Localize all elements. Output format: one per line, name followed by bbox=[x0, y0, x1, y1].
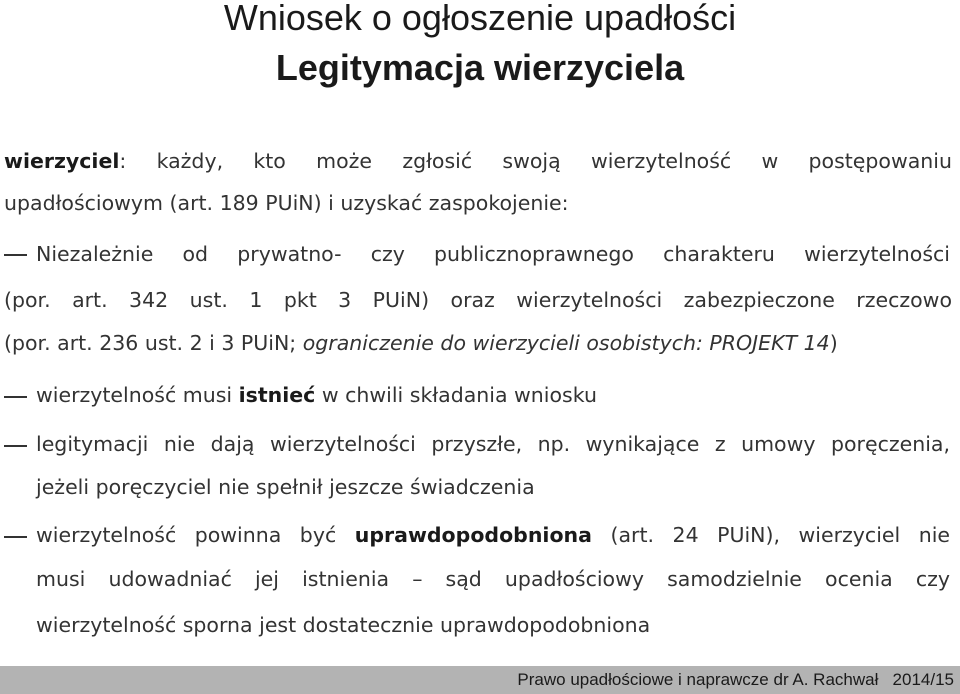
paragraph-line-2: upadłościowym (art. 189 PUiN) i uzyskać zaspokojenie: bbox=[4, 191, 569, 215]
bullet-4-text-end: (art. 24 PUiN), wierzyciel nie bbox=[591, 523, 951, 547]
term-wierzyciel: wierzyciel bbox=[4, 149, 120, 173]
bullet-4-bold: uprawdopodobniona bbox=[354, 523, 592, 547]
slide-title: Wniosek o ogłoszenie upadłości bbox=[223, 0, 737, 38]
footer-course: Prawo upadłościowe i naprawcze dr A. Rachwał bbox=[517, 670, 879, 689]
bullet-3-line-2: jeżeli poręczyciel nie spełnił jeszcze świadczenia bbox=[36, 475, 535, 499]
dash-bullet-icon bbox=[4, 396, 27, 398]
paragraph-line-1 bbox=[4, 146, 952, 176]
bullet-1-close: ) bbox=[829, 331, 838, 355]
bullet-3-line-1: legitymacji nie dają wierzytelności przyszłe, np. wynikające z umowy poręczenia, bbox=[36, 432, 950, 456]
bullet-4-line-2: musi udowadniać jej istnienia – sąd upadłościowy samodzielnie ocenia czy bbox=[36, 567, 950, 591]
dash-bullet-icon bbox=[4, 445, 27, 447]
footer-text bbox=[517, 670, 954, 690]
footer-year: 2014/15 bbox=[892, 670, 954, 689]
dash-bullet-icon bbox=[4, 536, 27, 538]
dash-bullet-icon bbox=[4, 254, 27, 256]
bullet-1-line-3 bbox=[4, 328, 952, 358]
footer-bar bbox=[0, 666, 960, 694]
bullet-2-text: wierzytelność musi bbox=[36, 383, 239, 407]
bullet-4-line-1 bbox=[36, 520, 950, 550]
bullet-1-italic-note: ograniczenie do wierzycieli osobistych: PROJEKT 14 bbox=[302, 331, 830, 355]
bullet-1-text: (por. art. 236 ust. 2 i 3 PUiN; bbox=[4, 331, 303, 355]
bullet-4-line-3: wierzytelność sporna jest dostatecznie uprawdopodobniona bbox=[36, 613, 651, 637]
bullet-1-line-1: Niezależnie od prywatno- czy publicznoprawnego charakteru wierzytelności bbox=[36, 242, 950, 266]
bullet-2-line-1 bbox=[36, 380, 950, 410]
bullet-2-bold: istnieć bbox=[238, 383, 316, 407]
bullet-2-text-end: w chwili składania wniosku bbox=[315, 383, 597, 407]
bullet-4-text: wierzytelność powinna być bbox=[36, 523, 355, 547]
paragraph-text: : każdy, kto może zgłosić swoją wierzytelność w postępowaniu bbox=[119, 149, 952, 173]
bullet-1-line-2: (por. art. 342 ust. 1 pkt 3 PUiN) oraz wierzytelności zabezpieczone rzeczowo bbox=[4, 288, 952, 312]
slide-subtitle: Legitymacja wierzyciela bbox=[275, 47, 685, 88]
